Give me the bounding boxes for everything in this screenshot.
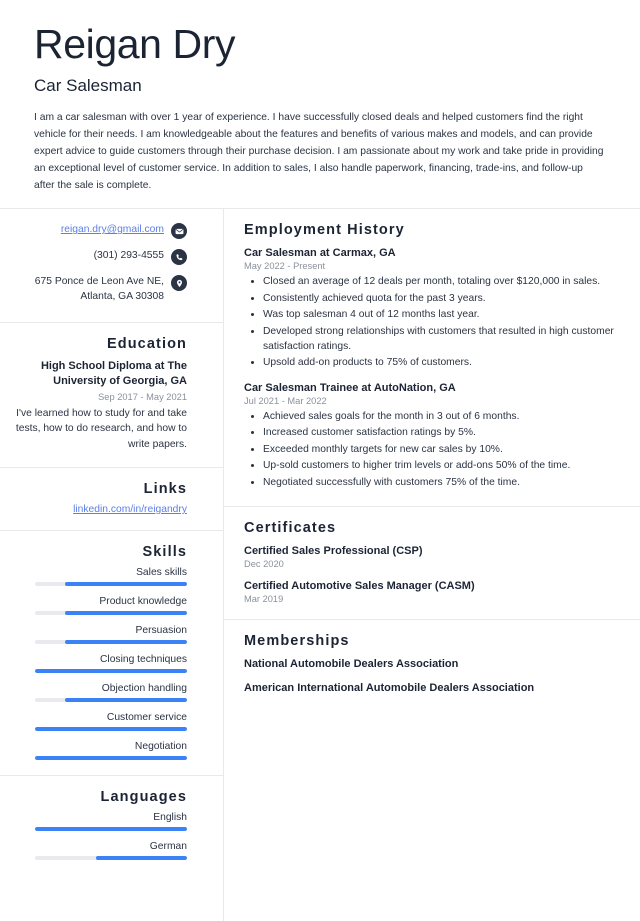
skill-bar-track (35, 582, 187, 586)
skill-bar-track (35, 698, 187, 702)
skills-heading: Skills (142, 544, 187, 561)
location-pin-icon (171, 275, 187, 291)
links-section (0, 468, 223, 530)
membership-item: National Automobile Dealers Association (244, 658, 459, 671)
education-section (0, 323, 223, 468)
certificate-name: Certified Sales Professional (CSP) (244, 545, 423, 558)
employment-date: May 2022 - Present (244, 261, 326, 272)
certificate-name: Certified Automotive Sales Manager (CASM) (244, 580, 475, 593)
employment-bullets (244, 274, 624, 371)
language-bar-track (35, 856, 187, 860)
employment-bullet: • Consistently achieved quota for the past 3 years. (263, 291, 624, 306)
employment-bullet: • Was top salesman 4 out of 12 months last year. (263, 307, 624, 322)
skill-item (14, 654, 187, 673)
skill-item (14, 683, 187, 702)
skill-bar-fill (65, 582, 187, 586)
skill-label: Customer service (106, 712, 187, 724)
education-title: High School Diploma at The University of Georgia, GA (40, 359, 187, 388)
contact-email-row[interactable] (14, 222, 187, 239)
certificate-date: Mar 2019 (244, 594, 284, 605)
employment-history-heading: Employment History (244, 222, 405, 239)
employment-bullet: • Achieved sales goals for the month in 3 out of 6 months. (263, 409, 624, 424)
resume-header (0, 0, 640, 208)
language-item (14, 841, 187, 860)
certificate-item (244, 545, 624, 569)
address-value: 675 Ponce de Leon Ave NE, Atlanta, GA 30308 (34, 276, 164, 302)
language-label: English (153, 812, 187, 824)
phone-icon (171, 249, 187, 265)
skill-item (14, 596, 187, 615)
skill-bar-fill (65, 698, 187, 702)
sidebar-column (0, 209, 224, 921)
skill-item (14, 625, 187, 644)
language-item (14, 812, 187, 831)
skills-section (0, 531, 223, 775)
employment-bullet: • Developed strong relationships with customers that resulted in high customer satisfaction ratings. (263, 324, 624, 355)
resume-body (0, 209, 640, 921)
education-heading: Education (107, 335, 187, 352)
employment-date: Jul 2021 - Mar 2022 (244, 395, 327, 406)
membership-item: American International Automobile Dealers Association (244, 682, 535, 695)
employment-entry (244, 247, 624, 371)
skill-bar-fill (65, 640, 187, 644)
skill-label: Persuasion (135, 625, 187, 637)
certificate-item (244, 580, 624, 604)
employment-bullet: • Negotiated successfully with customers 75% of the time. (263, 475, 624, 490)
employment-bullet: • Exceeded monthly targets for new car sales by 10%. (263, 442, 624, 457)
employment-bullet: • Upsold add-on products to 75% of customers. (263, 355, 624, 370)
language-bar-fill (96, 856, 187, 860)
email-value[interactable]: reigan.dry@gmail.com (60, 224, 164, 236)
employment-bullet: • Up-sold customers to higher trim levels or add-ons 50% of the time. (263, 458, 624, 473)
education-item (14, 359, 187, 453)
memberships-section (224, 620, 640, 709)
employment-bullet: • Closed an average of 12 deals per month, totaling over $120,000 in sales. (263, 274, 624, 289)
skill-label: Sales skills (136, 567, 187, 579)
employment-title: Car Salesman at Carmax, GA (244, 247, 396, 260)
contact-phone-row[interactable] (14, 248, 187, 265)
skill-item (14, 567, 187, 586)
employment-title: Car Salesman Trainee at AutoNation, GA (244, 381, 456, 394)
certificates-section (224, 507, 640, 619)
envelope-icon (171, 223, 187, 239)
employment-bullets (244, 409, 624, 490)
skill-label: Product knowledge (99, 596, 187, 608)
skill-bar-fill (35, 669, 187, 673)
skill-bar-track (35, 756, 187, 760)
skill-bar-fill (35, 727, 187, 731)
language-label: German (149, 841, 187, 853)
skill-bar-track (35, 611, 187, 615)
skill-label: Closing techniques (99, 654, 187, 666)
skill-label: Objection handling (101, 683, 187, 695)
language-bar-track (35, 827, 187, 831)
link-item-linkedin[interactable]: linkedin.com/in/reigandry (73, 504, 187, 516)
skill-bar-track (35, 727, 187, 731)
languages-section (0, 776, 223, 875)
education-description: I've learned how to study for and take tests, how to do research, and how to write papers. (15, 407, 187, 450)
contact-section (0, 209, 223, 321)
skill-item (14, 712, 187, 731)
education-date: Sep 2017 - May 2021 (98, 391, 187, 402)
page-title: Reigan Dry (34, 21, 236, 67)
language-bar-fill (35, 827, 187, 831)
skill-label: Negotiation (134, 741, 187, 753)
certificate-date: Dec 2020 (244, 559, 284, 570)
main-column (224, 209, 640, 921)
certificates-heading: Certificates (244, 520, 337, 537)
phone-value: (301) 293-4555 (93, 250, 164, 262)
job-title: Car Salesman (34, 75, 142, 95)
memberships-heading: Memberships (244, 633, 350, 650)
contact-address-row[interactable] (14, 274, 187, 304)
languages-heading: Languages (100, 789, 187, 806)
skill-bar-track (35, 669, 187, 673)
skill-bar-track (35, 640, 187, 644)
employment-history-section (224, 209, 640, 506)
employment-bullet: • Increased customer satisfaction ratings by 5%. (263, 425, 624, 440)
professional-summary: I am a car salesman with over 1 year of experience. I have successfully closed deals and helped customers find the right vehicle for their needs. I am knowledgeable about the features and benefits of various makes and models, and can provide expert advice to guide customers through their purchase decision. I am passionate about my work and take pride in providing an exceptional level of customer service. In addition to sales, I also handle paperwork, financing, trade-ins, and follow-up after the sale is complete. (34, 111, 604, 192)
skill-bar-fill (35, 756, 187, 760)
skill-bar-fill (65, 611, 187, 615)
links-heading: Links (143, 481, 187, 498)
employment-entry (244, 382, 624, 490)
skill-item (14, 741, 187, 760)
